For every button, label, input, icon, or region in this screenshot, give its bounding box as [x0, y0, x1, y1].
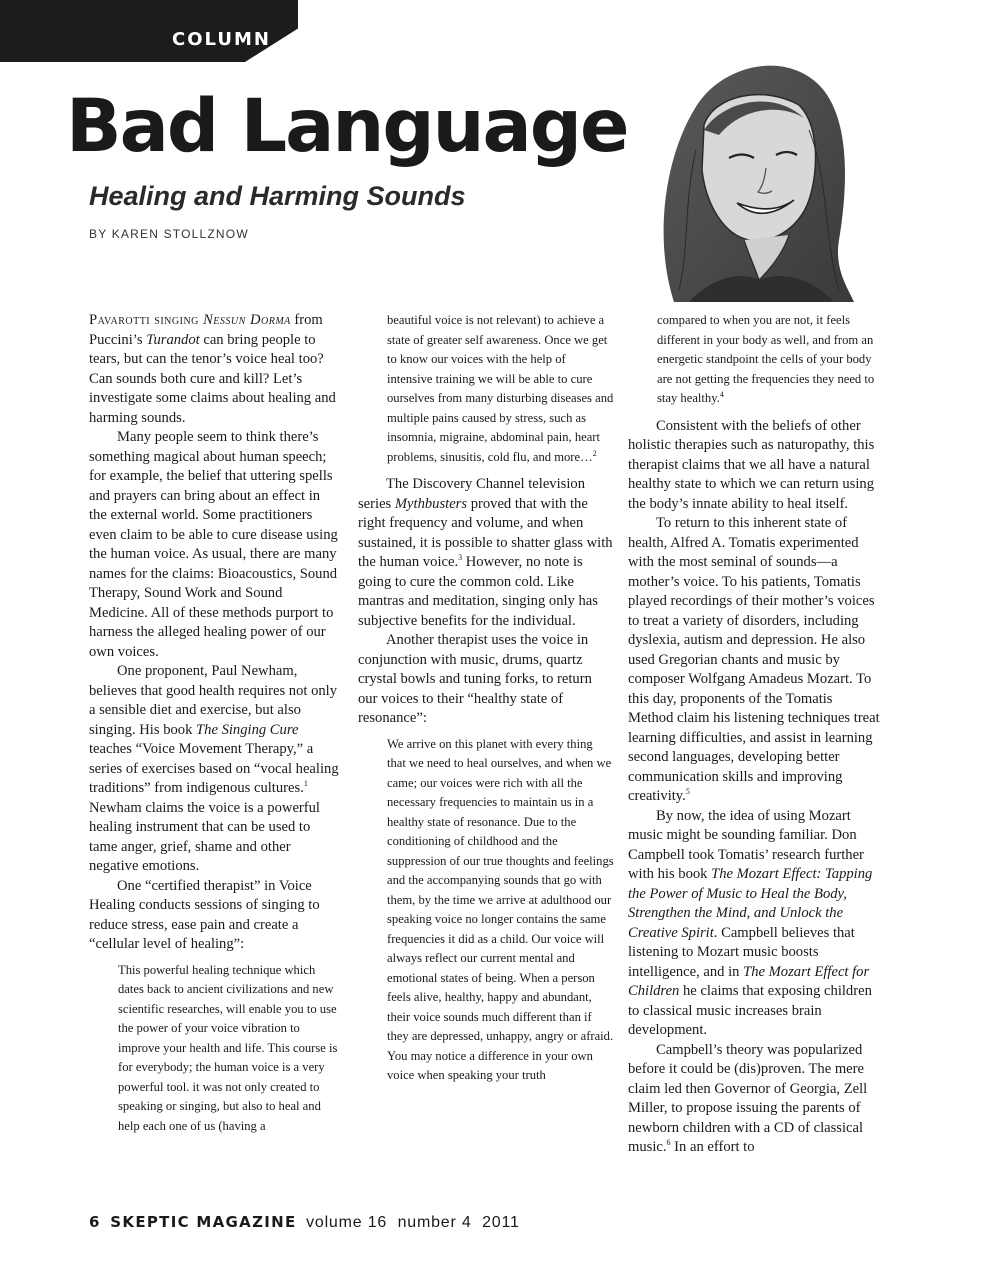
block-quote: compared to when you are not, it feels different in your body as well, and from an energetic standpoint the cells of your body are not getting the frequencies they need to stay healthy.$^4$ [657, 313, 875, 405]
section-tab-label: COLUMN [172, 29, 271, 50]
column-2 [358, 311, 614, 1094]
article-subtitle: Healing and Harming Sounds [89, 181, 466, 211]
paragraph: One proponent, Paul Newham, believes that good health requires not only a sensible diet and exercise, but also singing. His book The Singing Cure teaches “Voice Movement Therapy,” a series of exercises based on “vocal healing traditions” from indigenous cultures.$^1$ Newham claims the voice is a powerful healing instrument that can be used to tame anger, grief, shame and other negative emotions. [89, 663, 339, 874]
page-footer [89, 1213, 520, 1232]
block-quote: This powerful healing technique which dates back to ancient civilizations and new scientific researches, will enable you to use the power of your voice vibration to improve your health and life. This course is for everybody; the human voice is a very powerful tool. it was not only created to speaking or singing, but also to heal and help each one of us (having a [118, 962, 338, 1133]
page-number: 6 [89, 1213, 101, 1231]
paragraph: The Discovery Channel television series Mythbusters proved that with the right frequency and volume, and when sustained, it is possible to shatter glass with the human voice.$^3$ However, no note is going to cure the common cold. Like mantras and meditation, singing only has subjective benefits for the individual. [358, 476, 613, 629]
paragraph: To return to this inherent state of health, Alfred A. Tomatis experimented with the most seminal of sounds—a mother’s voice. To his patients, Tomatis played recordings of their mother’s voices to treat a variety of disorders, including dyslexia, autism and depression. He also used Gregorian chants and music by composer Wolfgang Amadeus Mozart. To this day, proponents of the Tomatis Method claim his listening techniques treat learning difficulties, and assist in learning second languages, developing better communication skills and improving creativity.$^5$ [628, 515, 880, 804]
article-title: Bad Language [66, 84, 628, 169]
paragraph: One “certified therapist” in Voice Healing conducts sessions of singing to reduce stress, ease pain and create a “cellular level of healing”: [89, 877, 320, 952]
column-3 [628, 311, 880, 1158]
paragraph: Consistent with the beliefs of other holistic therapies such as naturopathy, this therapist claims that we all have a natural healthy state to which we can return using the body’s innate ability to heal itself. [628, 417, 875, 512]
paragraph: By now, the idea of using Mozart music might be sounding familiar. Don Campbell took Tomatis’ research further with his book The Mozart Effect: Tapping the Power of Music to Heal the Body, Strengthen the Mind, and Unlock the Creative Spirit. Campbell believes that listening to Mozart music boosts intelligence, and in The Mozart Effect for Children he claims that exposing children to classical music increases brain development. [628, 807, 873, 1038]
author-portrait [634, 40, 874, 302]
paragraph: Another therapist uses the voice in conjunction with music, drums, quartz crystal bowls and tuning forks, to return our voices to their “healthy state of resonance”: [358, 632, 592, 726]
paragraph: Pavarotti singing Nessun Dorma from Puccini’s Turandot can bring people to tears, but can the tenor’s voice heal too? Can sounds both cure and kill? Let’s investigate some claims about healing and harming sounds. [89, 312, 336, 426]
column-1 [89, 311, 339, 1144]
issue-info: volume 16 number 4 2011 [306, 1214, 520, 1231]
byline: BY KAREN STOLLZNOW [89, 227, 249, 241]
block-quote: beautiful voice is not relevant) to achieve a state of greater self awareness. Once we get to know our voices with the help of intensive training we will be able to cure ourselves from many disturbing diseases and multiple pains caused by stress, such as insomnia, migraine, abdominal pain, heart problems, sinusitis, cold flu, and more…$^2$ [387, 313, 614, 464]
paragraph: Campbell’s theory was popularized before it could be (dis)proven. The mere claim led then Governor of Georgia, Zell Miller, to propose issuing the parents of newborn children with a CD of classical music.$^6$ In an effort to [628, 1041, 868, 1155]
paragraph: Many people seem to think there’s something magical about human speech; for example, the belief that uttering spells and prayers can bring about an effect in the external world. Some practitioners even claim to be able to cure disease using the human voice. As usual, there are many names for the claims: Bioacoustics, Sound Therapy, Sound Work and Sound Medicine. All of these methods purport to harness the alleged healing power of our own voices. [89, 429, 338, 660]
block-quote: We arrive on this planet with every thing that we need to heal ourselves, and when we came; our voices were rich with all the necessary frequencies to maintain us in a healthy state of resonance. Due to the conditioning of childhood and the suppression of our true thoughts and feelings and the accompanying sounds that go with them, by the time we arrive at adulthood our speaking voice no longer contains the same frequencies it did as a child. Our voice will always reflect our current mental and emotional states of being. When a person feels alive, healthy, happy and abundant, their voice sounds much different than if they are depressed, unhappy, angry or afraid. You may notice a difference in your own voice when speaking your truth [387, 736, 614, 1082]
magazine-name: SKEPTIC MAGAZINE [110, 1213, 297, 1231]
